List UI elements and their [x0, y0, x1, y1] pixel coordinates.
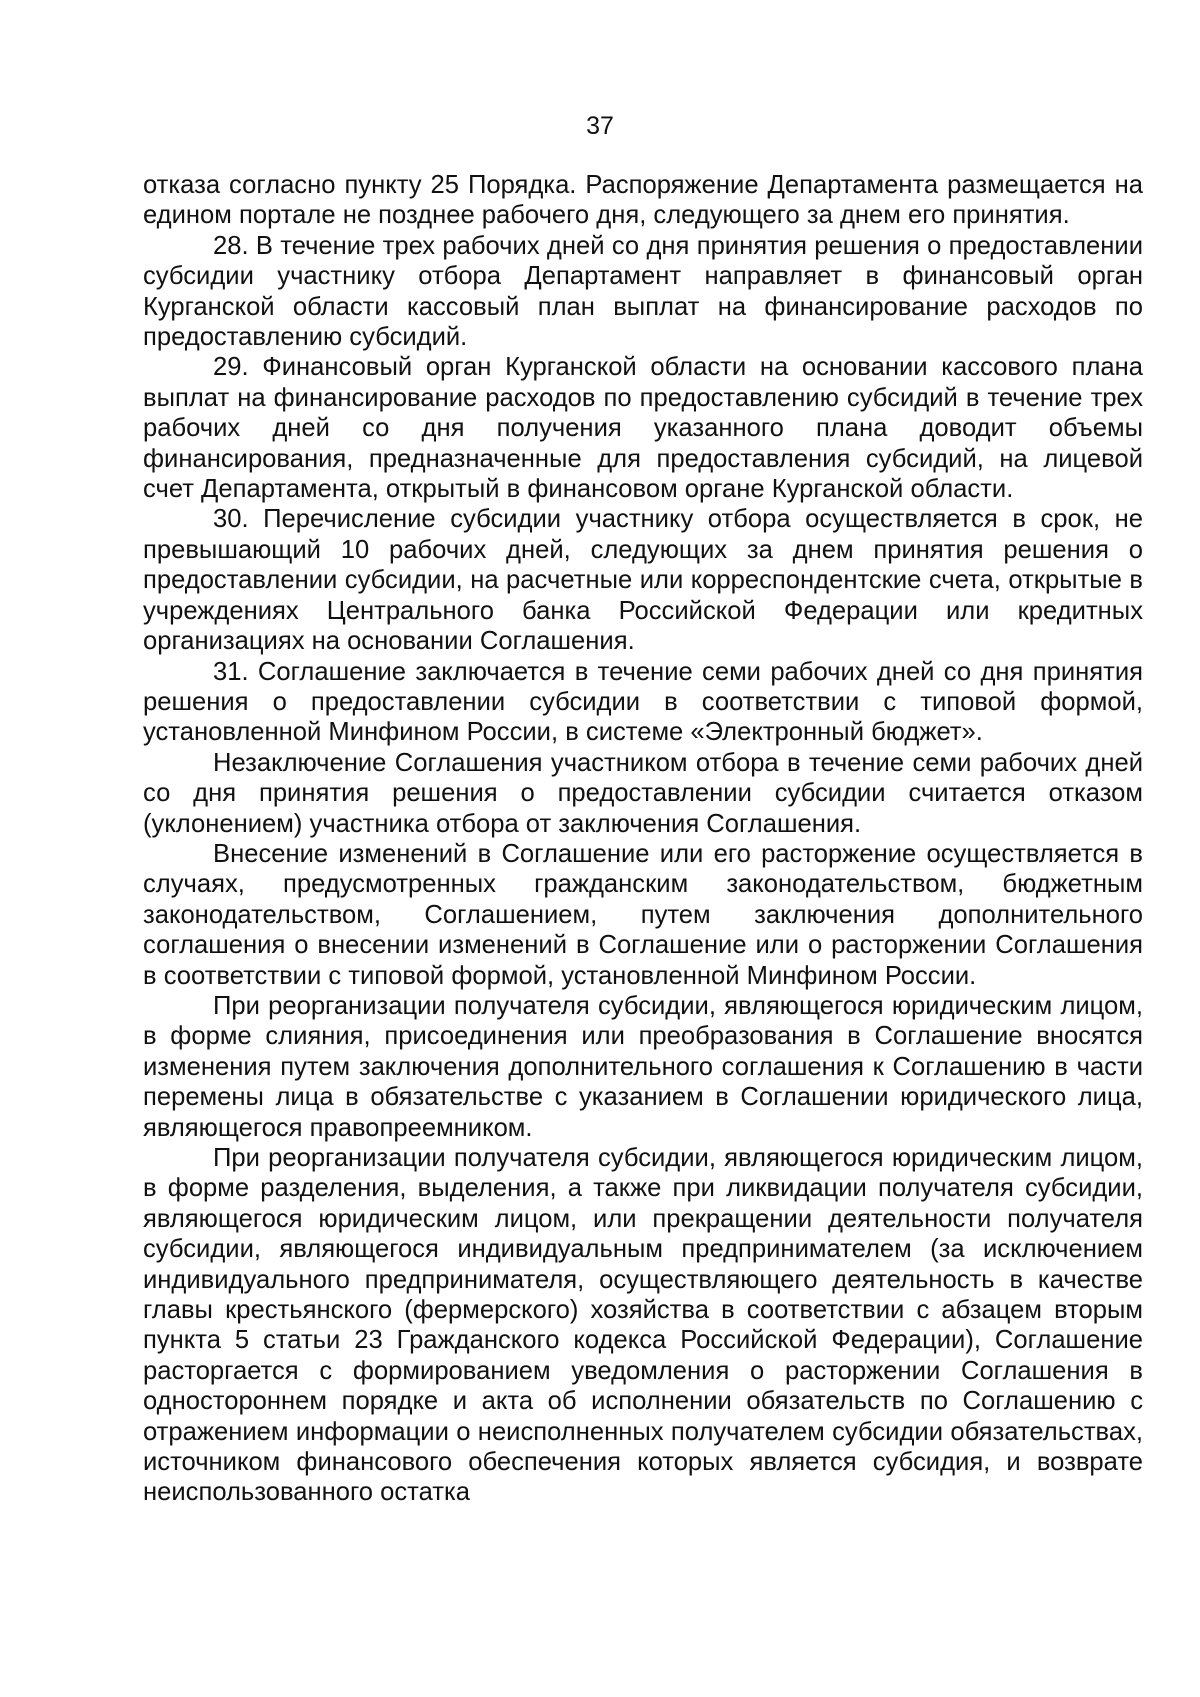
paragraph-reorganization-division: При реорганизации получателя субсидии, являющегося юридическим лицом, в форме разделения, выделения, а также при ликвидации получателя субсидии, являющегося юридическим лицом, или прекращении деятельности получателя субсидии, являющегося индивидуальным предпринимателем (за исключением индивидуального предпринимателя, осуществляющего деятельность в качестве главы крестьянского (фермерского) хозяйства в соответствии с абзацем вторым пункта 5 статьи 23 Гражданского кодекса Российской Федерации), Соглашение расторгается с формированием уведомления о расторжении Соглашения в одностороннем порядке и акта об исполнении обязательств по Соглашению с отражением информации о неисполненных получателем субсидии обязательствах, источником финансового обеспечения которых является субсидия, и возврате неиспользованного остатка: [143, 1144, 1143, 1507]
document-body: [143, 170, 1143, 1508]
paragraph-non-conclusion: Незаключение Соглашения участником отбора в течение семи рабочих дней со дня принятия решения о предоставлении субсидии считается отказом (уклонением) участника отбора от заключения Соглашения.: [143, 748, 1143, 838]
paragraph-30: 30. Перечисление субсидии участнику отбора осуществляется в срок, не превышающий 10 рабочих дней, следующих за днем принятия решения о предоставлении субсидии, на расчетные или корреспондентские счета, открытые в учреждениях Центрального банка Российской Федерации или кредитных организациях на основании Соглашения.: [143, 505, 1143, 656]
paragraph-29: 29. Финансовый орган Курганской области на основании кассового плана выплат на финансирование расходов по предоставлению субсидий в течение трех рабочих дней со дня получения указанного плана доводит объемы финансирования, предназначенные для предоставления субсидий, на лицевой счет Департамента, открытый в финансовом органе Курганской области.: [143, 353, 1143, 504]
paragraph-amendments: Внесение изменений в Соглашение или его расторжение осуществляется в случаях, предусмотренных гражданским законодательством, бюджетным законодательством, Соглашением, путем заключения дополнительного соглашения о внесении изменений в Соглашение или о расторжении Соглашения в соответствии с типовой формой, установленной Минфином России.: [143, 839, 1143, 990]
paragraph-reorganization-merger: При реорганизации получателя субсидии, являющегося юридическим лицом, в форме слияния, присоединения или преобразования в Соглашение вносятся изменения путем заключения дополнительного соглашения к Соглашению в части перемены лица в обязательстве с указанием в Соглашении юридического лица, являющегося правопреемником.: [143, 991, 1143, 1142]
paragraph-continuation: отказа согласно пункту 25 Порядка. Распоряжение Департамента размещается на едином портале не позднее рабочего дня, следующего за днем его принятия.: [143, 171, 1143, 230]
paragraph-31: 31. Соглашение заключается в течение семи рабочих дней со дня принятия решения о предоставлении субсидии в соответствии с типовой формой, установленной Минфином России, в системе «Электронный бюджет».: [143, 657, 1143, 747]
paragraph-28: 28. В течение трех рабочих дней со дня принятия решения о предоставлении субсидии участнику отбора Департамент направляет в финансовый орган Курганской области кассовый план выплат на финансирование расходов по предоставлению субсидий.: [143, 231, 1143, 352]
page-number: 37: [586, 112, 614, 140]
